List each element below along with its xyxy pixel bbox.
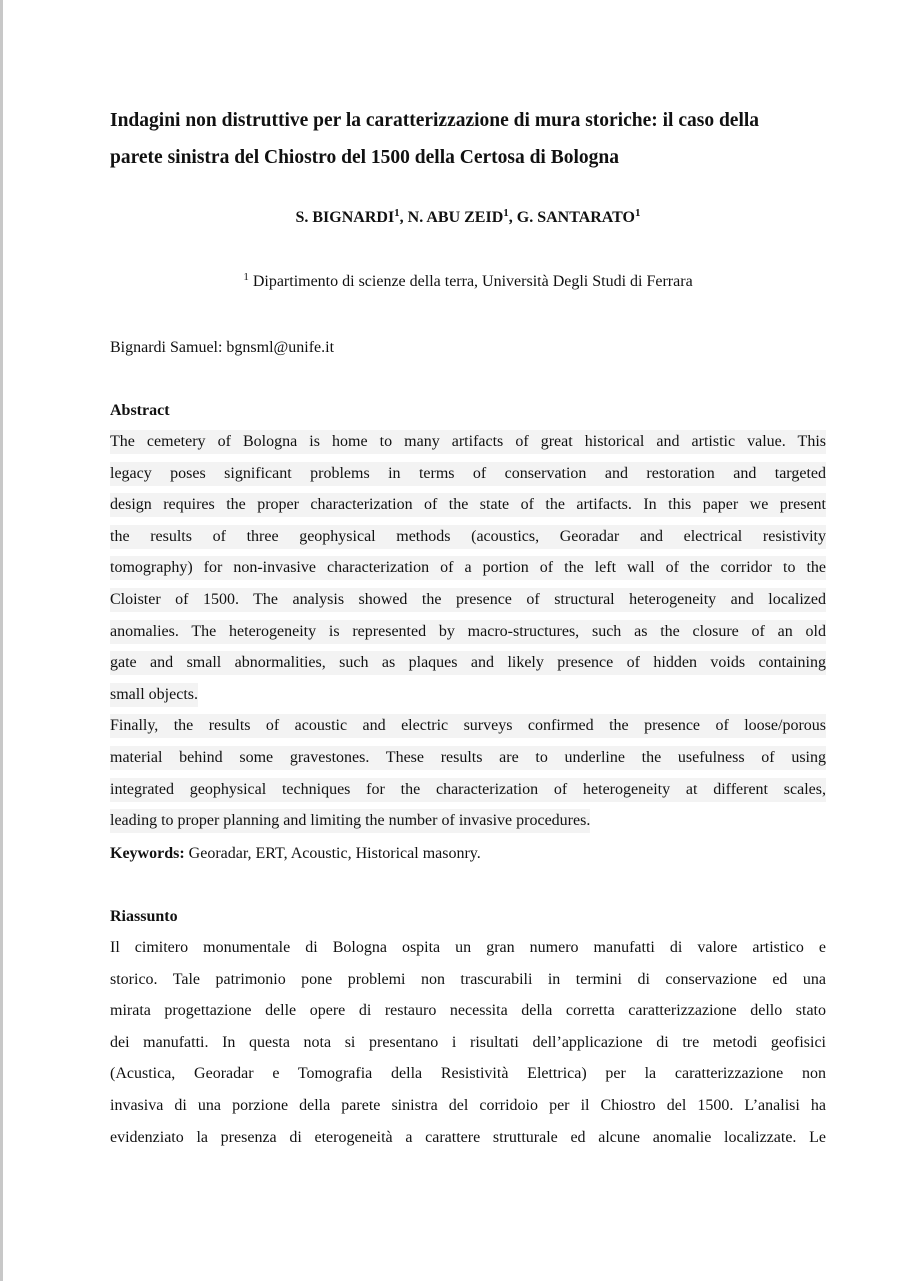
abstract-line: integrated geophysical techniques for the characterization of heterogeneity at different scales, <box>110 778 826 802</box>
author: G. SANTARATO$^1$ <box>516 207 641 226</box>
riassunto-line: evidenziato la presenza di eterogeneità a carattere strutturale ed alcune anomalie localizzate. Le <box>110 1128 826 1146</box>
abstract-line: Finally, the results of acoustic and electric surveys confirmed the presence of loose/porous <box>110 714 826 738</box>
abstract-line: tomography) for non-invasive characterization of a portion of the left wall of the corridor to the <box>110 556 826 580</box>
abstract-line: design requires the proper characterization of the state of the artifacts. In this paper we present <box>110 493 826 517</box>
keywords-label: Keywords: <box>110 845 185 862</box>
keywords-text: Georadar, ERT, Acoustic, Historical masonry. <box>184 845 481 862</box>
riassunto-line: Il cimitero monumentale di Bologna ospita un gran numero manufatti di valore artistico e <box>110 939 826 956</box>
abstract-line: The cemetery of Bologna is home to many artifacts of great historical and artistic value. This <box>110 430 826 454</box>
abstract-body <box>110 430 826 841</box>
title-line-2: parete sinistra del Chiostro del 1500 della Certosa di Bologna <box>110 147 619 168</box>
keywords <box>110 842 481 866</box>
abstract-line: material behind some gravestones. These results are to underline the usefulness of using <box>110 746 826 770</box>
abstract-line: Cloister of 1500. The analysis showed the presence of structural heterogeneity and localized <box>110 588 826 612</box>
riassunto-line: mirata progettazione delle opere di restauro necessita della corretta caratterizzazione dello stato <box>110 1002 826 1020</box>
abstract-line: anomalies. The heterogeneity is represented by macro-structures, such as the closure of an old <box>110 620 826 644</box>
corresponding-author-contact: Bignardi Samuel: bgnsml@unife.it <box>110 339 335 356</box>
paper-title <box>110 102 826 176</box>
riassunto-line: dei manufatti. In questa nota si presentano i risultati dell’applicazione di tre metodi geofisici <box>110 1033 826 1051</box>
abstract-line: the results of three geophysical methods (acoustics, Georadar and electrical resistivity <box>110 525 826 549</box>
title-line-1: Indagini non distruttive per la caratterizzazione di mura storiche: il caso della <box>110 110 760 131</box>
riassunto-heading: Riassunto <box>110 908 178 925</box>
riassunto-line: (Acustica, Georadar e Tomografia della Resistività Elettrica) per la caratterizzazione non <box>110 1065 826 1083</box>
abstract-line: small objects. <box>110 683 198 707</box>
author-list <box>110 206 826 230</box>
riassunto-body <box>110 936 826 1157</box>
author: S. BIGNARDI$^1$, <box>295 207 408 226</box>
abstract-line: leading to proper planning and limiting the number of invasive procedures. <box>110 809 590 833</box>
riassunto-line: invasiva di una porzione della parete sinistra del corridoio per il Chiostro del 1500. L’analisi ha <box>110 1096 826 1114</box>
author: N. ABU ZEID$^1$, <box>407 207 517 226</box>
riassunto-line: storico. Tale patrimonio pone problemi non trascurabili in termini di conservazione ed una <box>110 970 826 988</box>
abstract-line: legacy poses significant problems in terms of conservation and restoration and targeted <box>110 462 826 486</box>
abstract-heading: Abstract <box>110 402 170 419</box>
affiliation: $^1$ Dipartimento di scienze della terra, Università Degli Studi di Ferrara <box>243 271 693 290</box>
page-left-border <box>0 0 3 1281</box>
abstract-line: gate and small abnormalities, such as plaques and likely presence of hidden voids containing <box>110 651 826 675</box>
